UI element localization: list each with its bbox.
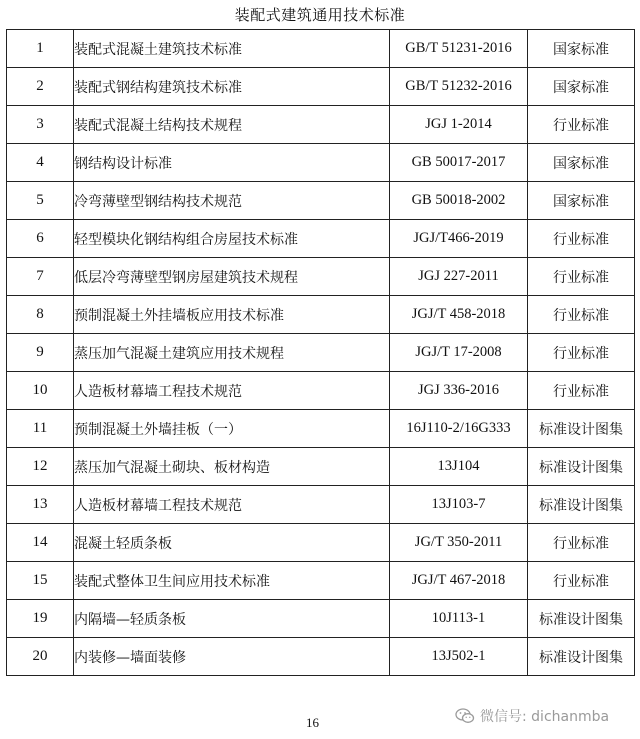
table-row: [7, 372, 635, 410]
row-number: 10: [7, 372, 74, 410]
standard-name: 预制混凝土外挂墙板应用技术标准: [74, 296, 390, 334]
standard-type: 标准设计图集: [528, 410, 635, 448]
standard-code: JGJ/T 458-2018: [390, 296, 528, 334]
table-row: [7, 562, 635, 600]
row-number: 19: [7, 600, 74, 638]
row-number: 6: [7, 220, 74, 258]
standard-name: 低层冷弯薄壁型钢房屋建筑技术规程: [74, 258, 390, 296]
standard-code: JGJ 227-2011: [390, 258, 528, 296]
standard-code: 13J103-7: [390, 486, 528, 524]
wechat-icon: [455, 708, 475, 724]
row-number: 14: [7, 524, 74, 562]
standard-code: GB 50018-2002: [390, 182, 528, 220]
row-number: 8: [7, 296, 74, 334]
row-number: 12: [7, 448, 74, 486]
row-number: 1: [7, 30, 74, 68]
standard-name: 冷弯薄壁型钢结构技术规范: [74, 182, 390, 220]
table-row: [7, 296, 635, 334]
standard-type: 标准设计图集: [528, 486, 635, 524]
row-number: 5: [7, 182, 74, 220]
standard-code: GB/T 51232-2016: [390, 68, 528, 106]
standard-code: 16J110-2/16G333: [390, 410, 528, 448]
standard-code: GB/T 51231-2016: [390, 30, 528, 68]
row-number: 11: [7, 410, 74, 448]
standard-type: 行业标准: [528, 524, 635, 562]
standard-name: 人造板材幕墙工程技术规范: [74, 372, 390, 410]
standard-code: JGJ/T 17-2008: [390, 334, 528, 372]
watermark: [455, 706, 609, 726]
standard-type: 标准设计图集: [528, 448, 635, 486]
row-number: 2: [7, 68, 74, 106]
standard-name: 装配式混凝土结构技术规程: [74, 106, 390, 144]
standard-type: 行业标准: [528, 296, 635, 334]
standard-code: JGJ 336-2016: [390, 372, 528, 410]
standard-type: 标准设计图集: [528, 600, 635, 638]
table-row: [7, 144, 635, 182]
standards-table-body: [7, 30, 635, 676]
table-row: [7, 600, 635, 638]
table-row: [7, 68, 635, 106]
table-row: [7, 486, 635, 524]
table-row: [7, 334, 635, 372]
standard-code: JGJ/T466-2019: [390, 220, 528, 258]
standard-name: 装配式整体卫生间应用技术标准: [74, 562, 390, 600]
page-number: 16: [306, 715, 319, 730]
standard-type: 国家标准: [528, 144, 635, 182]
table-row: [7, 410, 635, 448]
standard-name: 混凝土轻质条板: [74, 524, 390, 562]
standard-name: 人造板材幕墙工程技术规范: [74, 486, 390, 524]
standard-type: 国家标准: [528, 68, 635, 106]
standard-code: GB 50017-2017: [390, 144, 528, 182]
standard-type: 行业标准: [528, 106, 635, 144]
table-row: [7, 258, 635, 296]
standard-type: 国家标准: [528, 182, 635, 220]
standard-code: 10J113-1: [390, 600, 528, 638]
standard-name: 蒸压加气混凝土砌块、板材构造: [74, 448, 390, 486]
standard-type: 行业标准: [528, 372, 635, 410]
table-row: [7, 220, 635, 258]
standard-name: 装配式钢结构建筑技术标准: [74, 68, 390, 106]
standard-type: 行业标准: [528, 562, 635, 600]
standard-name: 内装修—墙面装修: [74, 638, 390, 676]
row-number: 13: [7, 486, 74, 524]
table-row: [7, 182, 635, 220]
table-row: [7, 30, 635, 68]
standard-name: 装配式混凝土建筑技术标准: [74, 30, 390, 68]
standard-code: JGJ 1-2014: [390, 106, 528, 144]
row-number: 7: [7, 258, 74, 296]
standard-code: JG/T 350-2011: [390, 524, 528, 562]
row-number: 4: [7, 144, 74, 182]
standard-name: 蒸压加气混凝土建筑应用技术规程: [74, 334, 390, 372]
standard-code: 13J104: [390, 448, 528, 486]
standard-code: 13J502-1: [390, 638, 528, 676]
standard-name: 钢结构设计标准: [74, 144, 390, 182]
row-number: 3: [7, 106, 74, 144]
standard-name: 轻型模块化钢结构组合房屋技术标准: [74, 220, 390, 258]
table-row: [7, 448, 635, 486]
document-title: 装配式建筑通用技术标准: [234, 6, 406, 24]
row-number: 9: [7, 334, 74, 372]
standard-name: 预制混凝土外墙挂板（一）: [74, 410, 390, 448]
standard-type: 行业标准: [528, 334, 635, 372]
standard-type: 标准设计图集: [528, 638, 635, 676]
table-row: [7, 638, 635, 676]
standard-type: 行业标准: [528, 258, 635, 296]
standard-name: 内隔墙—轻质条板: [74, 600, 390, 638]
table-row: [7, 524, 635, 562]
standard-type: 行业标准: [528, 220, 635, 258]
row-number: 15: [7, 562, 74, 600]
watermark-text: 微信号: dichanmba: [480, 709, 610, 725]
standard-code: JGJ/T 467-2018: [390, 562, 528, 600]
row-number: 20: [7, 638, 74, 676]
standards-table: [6, 29, 635, 676]
table-row: [7, 106, 635, 144]
standard-type: 国家标准: [528, 30, 635, 68]
